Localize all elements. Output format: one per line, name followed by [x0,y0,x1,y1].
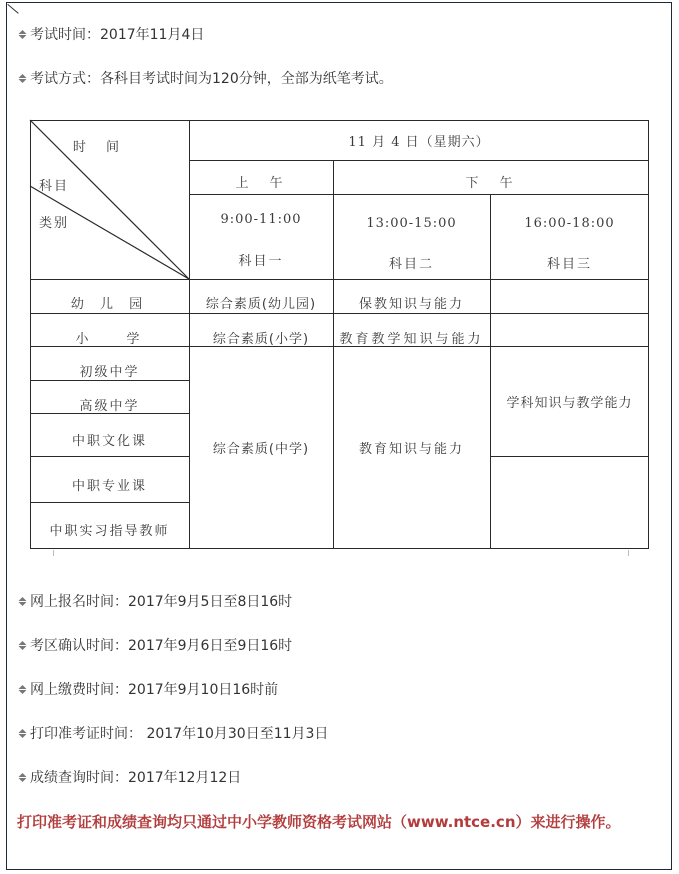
cell-primary-subject1: 综合素质(小学) [212,331,310,347]
category-senior-secondary: 高级中学 [79,398,140,414]
date-header: 11 月 4 日（星期六） [348,134,490,150]
session-2-subject: 科目二 [388,256,434,272]
confirmation-label: 考区确认时间： [30,638,128,654]
exam-date-label: 考试时间： [30,27,100,43]
morning-header: 上 午 [235,175,287,191]
bullet-icon [17,772,28,783]
corner-subject-label: 科目 [38,178,69,194]
session-1-subject: 科目一 [238,253,284,269]
exam-date-value: 2017年11月4日 [100,27,205,43]
cell-primary-subject2: 教育教学知识与能力 [339,331,484,347]
registration-value: 2017年9月5日至8日16时 [128,594,293,610]
session-2-time: 13:00-15:00 [366,215,457,231]
score-query-line [17,768,241,788]
cell-kindergarten-subject1: 综合素质(幼儿园) [205,296,317,312]
cell-secondary-subject3: 学科知识与教学能力 [506,395,633,411]
bullet-icon [17,596,28,607]
admission-ticket-line [17,724,328,744]
category-vocational-practicum: 中职实习指导教师 [49,523,170,539]
score-query-label: 成绩查询时间： [30,770,128,786]
session-3-time: 16:00-18:00 [524,215,615,231]
category-junior-secondary: 初级中学 [79,364,140,380]
exam-method-value: 各科目考试时间为120分钟，全部为纸笔考试。 [100,71,393,87]
payment-label: 网上缴费时间： [30,682,128,698]
admission-ticket-label: 打印准考证时间： [30,726,142,742]
bullet-icon [17,684,28,695]
bullet-icon [17,640,28,651]
admission-ticket-value: 2017年10月30日至11月3日 [142,726,329,742]
category-kindergarten: 幼 儿 园 [70,296,149,312]
score-query-value: 2017年12月12日 [128,770,242,786]
website-note: 打印准考证和成绩查询均只通过中小学教师资格考试网站（www.ntce.cn）来进行操作。 [17,813,621,831]
session-3-subject: 科目三 [546,256,592,272]
afternoon-header: 下 午 [465,175,517,191]
payment-value: 2017年9月10日16时前 [128,682,279,698]
registration-label: 网上报名时间： [30,594,128,610]
cell-secondary-subject2: 教育知识与能力 [358,441,464,457]
confirmation-value: 2017年9月6日至9日16时 [128,638,293,654]
confirmation-line [17,636,292,656]
category-vocational-culture: 中职文化课 [71,433,147,449]
category-vocational-professional: 中职专业课 [71,478,147,494]
session-1-time: 9:00-11:00 [220,211,302,227]
cell-kindergarten-subject2: 保教知识与能力 [358,296,464,312]
cell-secondary-subject1: 综合素质(中学) [212,441,310,457]
corner-category-label: 类别 [38,215,69,231]
exam-method-label: 考试方式： [30,71,100,87]
registration-line [17,592,292,612]
corner-time-label: 时 间 [72,139,128,155]
payment-line [17,680,278,700]
category-primary: 小 学 [75,331,144,347]
bullet-icon [17,728,28,739]
